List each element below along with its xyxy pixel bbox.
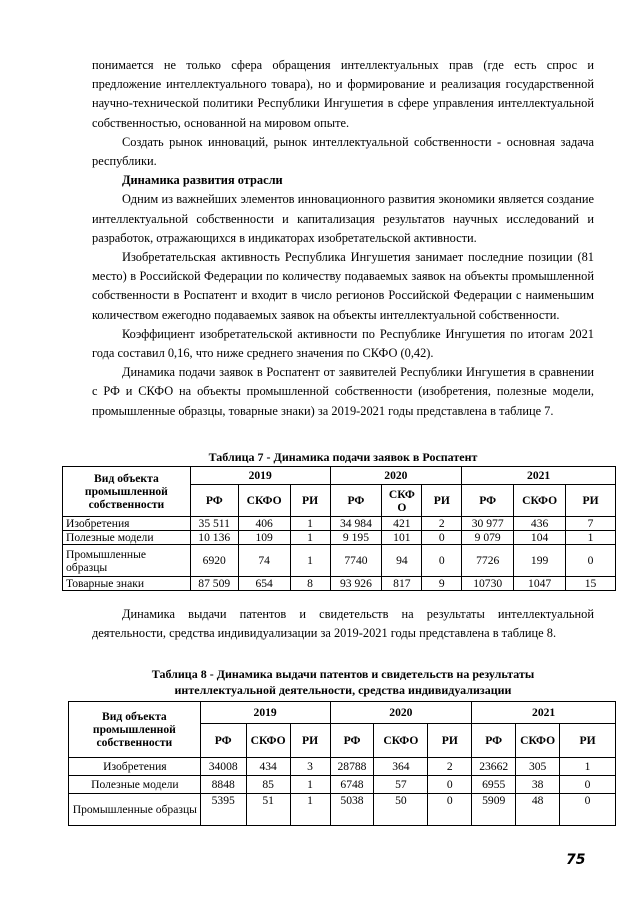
table8-year-header: 2021 xyxy=(472,702,616,724)
table-cell: 1047 xyxy=(514,577,566,591)
table-cell: 2 xyxy=(422,517,462,531)
table-cell: 15 xyxy=(566,577,616,591)
table-cell: 0 xyxy=(560,776,616,794)
table7-column-header: СКФ О xyxy=(382,485,422,517)
table-cell: 38 xyxy=(516,776,560,794)
table7-column-header: РФ xyxy=(190,485,238,517)
table-cell: 93 926 xyxy=(330,577,382,591)
table7-column-header: СКФО xyxy=(238,485,290,517)
table-cell: 1 xyxy=(290,517,330,531)
table-row xyxy=(69,758,616,776)
table-cell: 436 xyxy=(514,517,566,531)
table-row xyxy=(63,531,616,545)
table-cell: 34 984 xyxy=(330,517,382,531)
table-cell: 35 511 xyxy=(190,517,238,531)
table-cell: 421 xyxy=(382,517,422,531)
page-body xyxy=(92,56,594,421)
table-cell: 9 xyxy=(422,577,462,591)
row-label: Изобретения xyxy=(63,517,191,531)
table-cell: 7 xyxy=(566,517,616,531)
table-cell: 0 xyxy=(428,794,472,826)
table-cell: 23662 xyxy=(472,758,516,776)
table-cell: 7726 xyxy=(462,545,514,577)
table-cell: 305 xyxy=(516,758,560,776)
table8-year-header: 2020 xyxy=(330,702,472,724)
table-cell: 6748 xyxy=(330,776,374,794)
table7-column-header: РИ xyxy=(290,485,330,517)
table-cell: 28788 xyxy=(330,758,374,776)
table-cell: 817 xyxy=(382,577,422,591)
table7 xyxy=(62,466,616,591)
row-label: Промышленные образцы xyxy=(63,545,191,577)
table-cell: 94 xyxy=(382,545,422,577)
table-cell: 10 136 xyxy=(190,531,238,545)
table-cell: 50 xyxy=(374,794,428,826)
table7-year-header: 2019 xyxy=(190,467,330,485)
table8-column-header: СКФО xyxy=(516,724,560,758)
table-cell: 57 xyxy=(374,776,428,794)
table7-year-header: 2021 xyxy=(462,467,616,485)
table-cell: 8 xyxy=(290,577,330,591)
table-cell: 5909 xyxy=(472,794,516,826)
table-cell: 1 xyxy=(290,545,330,577)
table-cell: 10730 xyxy=(462,577,514,591)
section-heading: Динамика развития отрасли xyxy=(122,173,283,188)
table-cell: 0 xyxy=(560,794,616,826)
paragraph: Динамика выдачи патентов и свидетельств на результаты интеллектуальной деятельности, средства индивидуализации за 2019-2021 годы представлена в таблице 8. xyxy=(92,607,594,641)
table-cell: 6955 xyxy=(472,776,516,794)
table-row xyxy=(63,545,616,577)
table8-object-header: Вид объекта промышленной собственности xyxy=(69,702,201,758)
table-row xyxy=(69,794,616,826)
table-cell: 8848 xyxy=(200,776,246,794)
table-cell: 1 xyxy=(290,776,330,794)
paragraph: Динамика подачи заявок в Роспатент от заявителей Республики Ингушетия в сравнении с РФ и СКФО на объекты промышленной собственности (изобретения, полезные модели, промышленные образцы, товарные знаки) за 2019-2021 годы представлена в таблице 7. xyxy=(92,365,594,418)
table7-column-header: РИ xyxy=(422,485,462,517)
page-number: 75 xyxy=(566,852,586,868)
table-cell: 30 977 xyxy=(462,517,514,531)
table-cell: 9 195 xyxy=(330,531,382,545)
table-cell: 7740 xyxy=(330,545,382,577)
paragraph: Создать рынок инноваций, рынок интеллектуальной собственности - основная задача республики. xyxy=(92,134,594,169)
row-label: Изобретения xyxy=(69,758,201,776)
table-cell: 3 xyxy=(290,758,330,776)
table8 xyxy=(68,701,616,826)
table7-year-header: 2020 xyxy=(330,467,462,485)
table-cell: 9 079 xyxy=(462,531,514,545)
paragraph: Коэффициент изобретательской активности по Республике Ингушетия по итогам 2021 года составил 0,16, что ниже среднего значения по СКФО (0,42). xyxy=(92,326,594,361)
table8-column-header: РФ xyxy=(472,724,516,758)
table-cell: 48 xyxy=(516,794,560,826)
table8-column-header: РФ xyxy=(200,724,246,758)
table-cell: 1 xyxy=(560,758,616,776)
table-cell: 5038 xyxy=(330,794,374,826)
row-label: Полезные модели xyxy=(69,776,201,794)
table-cell: 199 xyxy=(514,545,566,577)
table-cell: 34008 xyxy=(200,758,246,776)
table8-column-header: РФ xyxy=(330,724,374,758)
table7-column-header: РФ xyxy=(330,485,382,517)
paragraph: понимается не только сфера обращения интеллектуальных прав (где есть спрос и предложение интеллектуального товара), но и формирование и реализация государственной научно-технической политики Республики Ингушетия в сфере управления интеллектуальной собственностью, основанной на мировом опыте. xyxy=(92,58,594,130)
table-cell: 2 xyxy=(428,758,472,776)
table7-column-header: СКФО xyxy=(514,485,566,517)
row-label: Полезные модели xyxy=(63,531,191,545)
table-cell: 406 xyxy=(238,517,290,531)
table-cell: 85 xyxy=(246,776,290,794)
table8-caption: Таблица 8 - Динамика выдачи патентов и свидетельств на результаты интеллектуальной деятельности, средства индивидуализации xyxy=(151,667,535,697)
table-row xyxy=(69,776,616,794)
table-cell: 0 xyxy=(566,545,616,577)
table-cell: 87 509 xyxy=(190,577,238,591)
table-cell: 1 xyxy=(290,794,330,826)
table7-object-header: Вид объекта промышленной собственности xyxy=(63,467,191,517)
table8-column-header: СКФО xyxy=(246,724,290,758)
table-cell: 6920 xyxy=(190,545,238,577)
table8-column-header: СКФО xyxy=(374,724,428,758)
paragraph: Одним из важнейших элементов инновационного развития экономики является создание интеллектуальной собственности и капитализация результатов научных исследований и разработок, отражающихся в индикаторах изобретательской активности. xyxy=(92,192,594,245)
table-row xyxy=(63,577,616,591)
table-cell: 1 xyxy=(290,531,330,545)
table-cell: 364 xyxy=(374,758,428,776)
row-label: Промышленные образцы xyxy=(69,794,201,826)
table-cell: 104 xyxy=(514,531,566,545)
table-row xyxy=(63,517,616,531)
table-cell: 74 xyxy=(238,545,290,577)
table-cell: 109 xyxy=(238,531,290,545)
table8-column-header: РИ xyxy=(290,724,330,758)
table-cell: 0 xyxy=(422,531,462,545)
row-label: Товарные знаки xyxy=(63,577,191,591)
table-cell: 51 xyxy=(246,794,290,826)
table-cell: 434 xyxy=(246,758,290,776)
table-cell: 654 xyxy=(238,577,290,591)
table7-column-header: РИ xyxy=(566,485,616,517)
table-cell: 1 xyxy=(566,531,616,545)
table7-column-header: РФ xyxy=(462,485,514,517)
paragraph: Изобретательская активность Республика Ингушетия занимает последние позиции (81 место) в Российской Федерации по количеству подаваемых заявок на объекты промышленной собственности в Роспатент и входит в число регионов Российской Федерации с наименьшим количеством ежегодно подаваемых заявок на объекты интеллектуальной собственности. xyxy=(92,250,594,322)
table-cell: 5395 xyxy=(200,794,246,826)
table-cell: 0 xyxy=(428,776,472,794)
table8-column-header: РИ xyxy=(428,724,472,758)
table-cell: 0 xyxy=(422,545,462,577)
table8-year-header: 2019 xyxy=(200,702,330,724)
table-cell: 101 xyxy=(382,531,422,545)
table8-column-header: РИ xyxy=(560,724,616,758)
table7-caption: Таблица 7 - Динамика подачи заявок в Роспатент xyxy=(208,450,478,464)
